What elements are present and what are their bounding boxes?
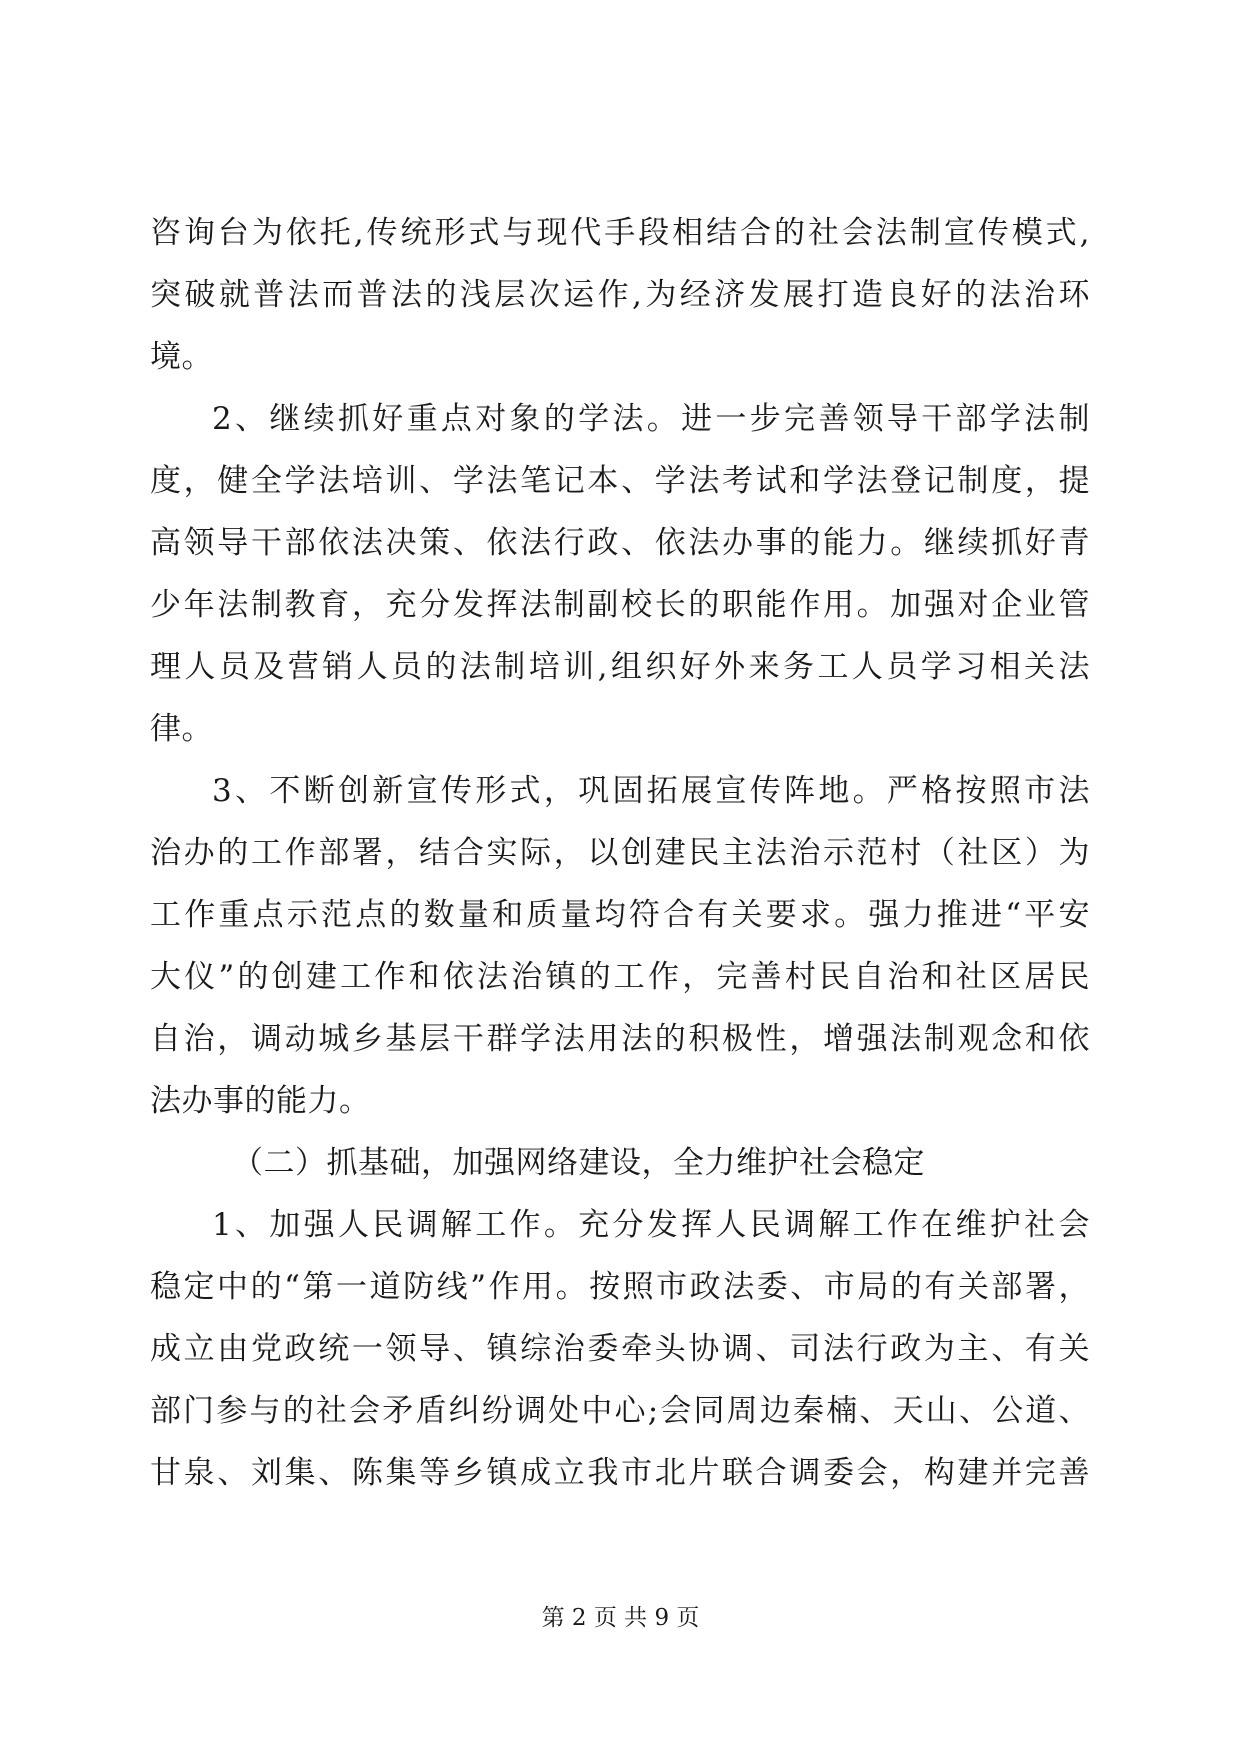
text-line: 治办的工作部署，结合实际，以创建民主法治示范村（社区）为 — [150, 835, 1090, 871]
text-line: 理人员及营销人员的法制培训,组织好外来务工人员学习相关法 — [150, 649, 1090, 685]
text-line: 度，健全学法培训、学法笔记本、学法考试和学法登记制度，提 — [150, 463, 1090, 499]
document-body — [150, 202, 1090, 1504]
text-line: 自治，调动城乡基层干群学法用法的积极性，增强法制观念和依 — [150, 1021, 1090, 1057]
text-line: 2、继续抓好重点对象的学法。进一步完善领导干部学法制 — [212, 401, 1090, 437]
text-line: 突破就普法而普法的浅层次运作,为经济发展打造良好的法治环 — [150, 277, 1090, 313]
text-line: 境。 — [150, 339, 213, 375]
text-line: 律。 — [150, 711, 213, 747]
text-line: 少年法制教育，充分发挥法制副校长的职能作用。加强对企业管 — [150, 587, 1090, 623]
text-line: 稳定中的“第一道防线”作用。按照市政法委、市局的有关部署， — [150, 1269, 1090, 1305]
section-heading: （二）抓基础，加强网络建设，全力维护社会稳定 — [232, 1145, 925, 1181]
text-line: 咨询台为依托,传统形式与现代手段相结合的社会法制宣传模式, — [150, 215, 1090, 251]
text-line: 高领导干部依法决策、依法行政、依法办事的能力。继续抓好青 — [150, 525, 1090, 561]
text-line: 成立由党政统一领导、镇综治委牵头协调、司法行政为主、有关 — [150, 1331, 1090, 1367]
text-line: 法办事的能力。 — [150, 1083, 371, 1119]
text-line: 1、加强人民调解工作。充分发挥人民调解工作在维护社会 — [212, 1207, 1090, 1243]
page-number-footer: 第 2 页 共 9 页 — [541, 1605, 700, 1631]
text-line: 3、不断创新宣传形式，巩固拓展宣传阵地。严格按照市法 — [212, 773, 1090, 809]
text-line: 大仪”的创建工作和依法治镇的工作，完善村民自治和社区居民 — [150, 959, 1090, 995]
text-line: 工作重点示范点的数量和质量均符合有关要求。强力推进“平安 — [150, 897, 1090, 933]
text-line: 部门参与的社会矛盾纠纷调处中心;会同周边秦楠、天山、公道、 — [150, 1393, 1090, 1429]
text-line: 甘泉、刘集、陈集等乡镇成立我市北片联合调委会，构建并完善 — [150, 1455, 1090, 1491]
